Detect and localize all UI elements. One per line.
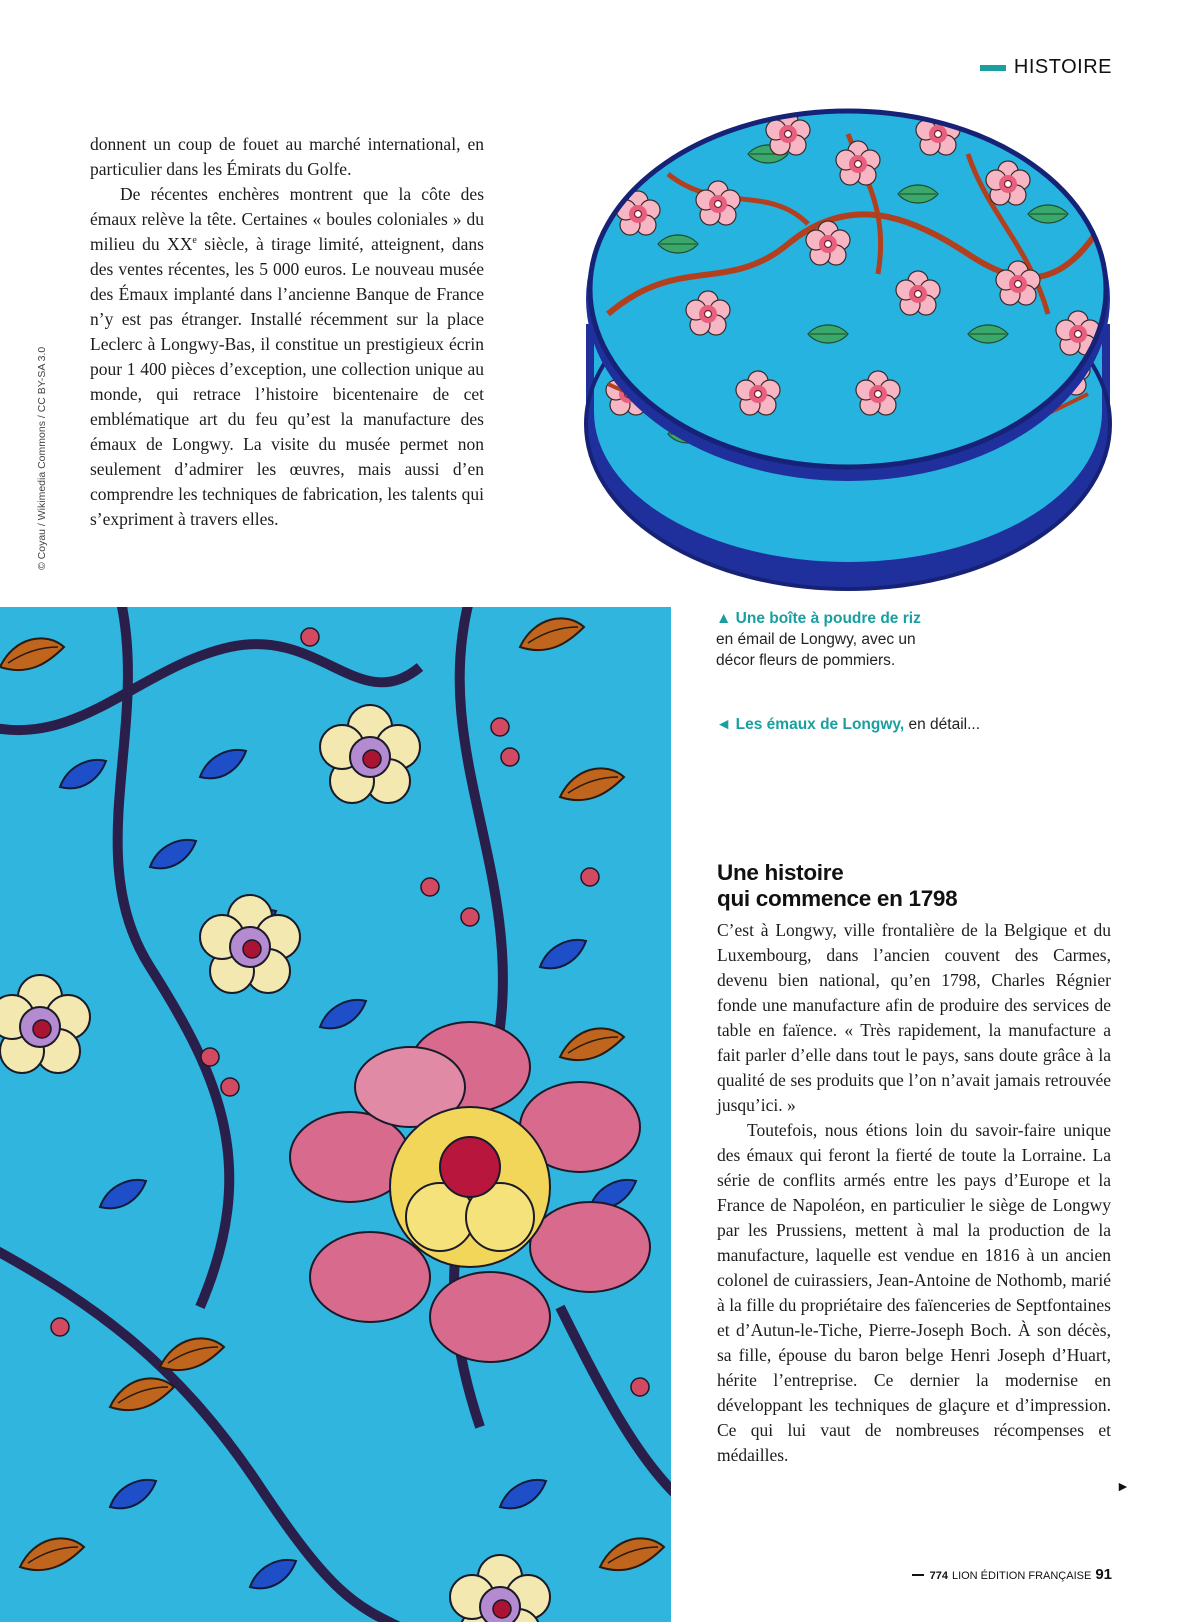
enamel-box-photo	[548, 94, 1112, 596]
caption-text: en détail...	[904, 716, 981, 733]
caption-accent: Les émaux de Longwy,	[735, 716, 905, 733]
enamel-detail-photo	[0, 607, 671, 1622]
caption-arrow-left-icon: ◄	[716, 716, 732, 733]
century-numeral: XX	[167, 234, 193, 254]
continue-arrow-icon: ►	[1116, 1478, 1130, 1494]
heading-line: Une histoire	[717, 860, 844, 885]
article-column-right	[717, 918, 1111, 1468]
century-superscript: e	[192, 235, 197, 247]
footer-dash	[912, 1574, 924, 1576]
section-tag	[980, 56, 1112, 79]
article-column-left	[90, 132, 484, 532]
section-heading	[717, 860, 1111, 912]
page-number: 91	[1095, 1566, 1112, 1583]
caption-box	[716, 608, 936, 671]
paragraph: C’est à Longwy, ville frontalière de la Belgique et du Luxembourg, dans l’ancien couvent des Carmes, devenu bien national, qu’en 1798, Charles Régnier fonde une manufacture afin de produire des services de table en faïence. « Très rapidement, la manufacture a fait parler d’elle dans tout le pays, sans doute grâce à la qualité de ses produits que l’on n’avait jamais retrouvée jusqu’ici. »	[717, 920, 1111, 1115]
section-accent-bar	[980, 65, 1006, 71]
paragraph: Toutefois, nous étions loin du savoir-faire unique des émaux qui feront la fierté de toute la Lorraine. La série de conflits armés entre les pays d’Europe et la France de Napoléon, en particulier le siège de Longwy par les Prussiens, mettent à mal la production de la manufacture, laquelle est vendue en 1816 à un ancien colonel de cuirassiers, Jean-Antoine de Nothomb, marié à la fille du propriétaire des faïenceries de Septfontaines et d’Autun-le-Tiche, Pierre-Joseph Boch. À son décès, sa fille, épouse du baron belge Henri Joseph d’Huart, hérite l’entreprise. Ce dernier la modernise en développant les techniques de glaçure et d’impression. Ce qui lui vaut de nombreuses récompenses et médailles.	[717, 1120, 1111, 1465]
caption-detail	[716, 714, 1016, 735]
photo-credit: © Coyau / Wikimedia Commons / CC BY-SA 3.0	[36, 346, 48, 570]
page-footer	[912, 1566, 1112, 1583]
footer-issue: 774	[929, 1570, 948, 1582]
caption-accent: Une boîte à poudre de riz	[735, 610, 921, 627]
paragraph: De récentes enchères montrent que la côte des émaux relève la tête. Certaines « boules coloniales » du milieu du XXe siècle, à tirage limité, atteignent, dans des ventes récentes, les 5 000 euros. Le nouveau musée des Émaux implanté dans l’ancienne Banque de France n’y est pas étranger. Installé récemment sur la place Leclerc à Longwy-Bas, il constitue un prestigieux écrin pour 1 400 pièces d’exception, une collection unique au monde, qui retrace l’histoire bicentenaire de cet emblématique art du feu qu’est la manufacture des émaux de Longwy. La visite du musée permet non seulement d’admirer les œuvres, mais aussi d’en comprendre les techniques de fabrication, les talents qui s’expriment à travers elles.	[90, 184, 484, 529]
section-label: HISTOIRE	[1013, 56, 1112, 78]
caption-text: en émail de Longwy, avec un décor fleurs de pommiers.	[716, 631, 916, 669]
caption-arrow-up-icon: ▲	[716, 610, 732, 627]
footer-publication: LION ÉDITION FRANÇAISE	[951, 1570, 1092, 1582]
paragraph: donnent un coup de fouet au marché international, en particulier dans les Émirats du Golfe.	[90, 134, 484, 179]
heading-line: qui commence en 1798	[717, 886, 958, 911]
